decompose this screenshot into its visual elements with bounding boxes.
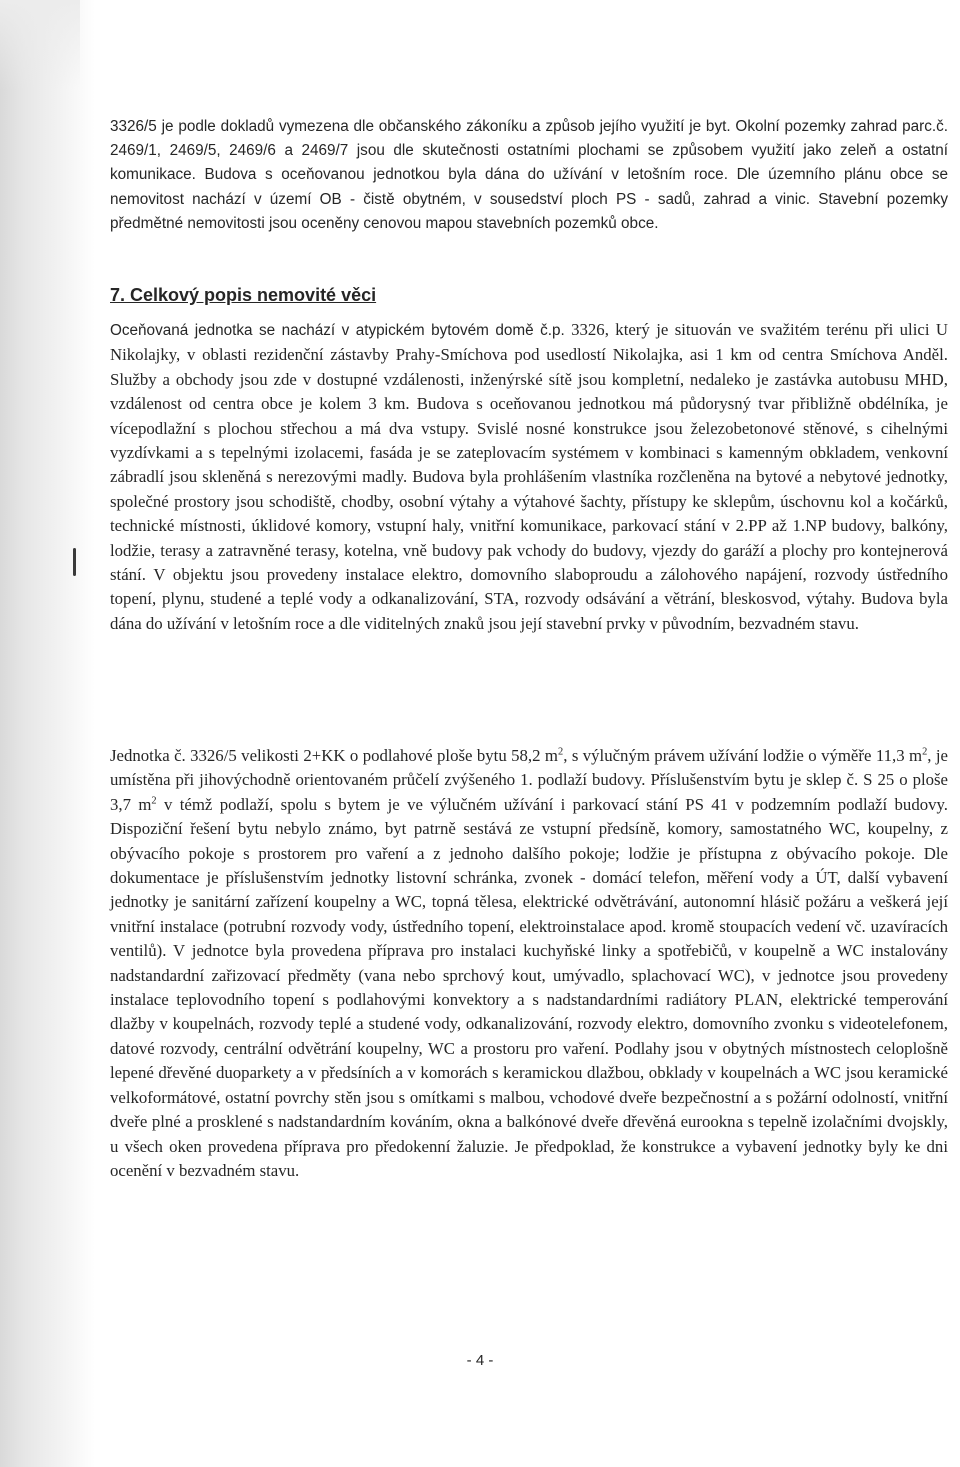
scan-edge-shadow bbox=[0, 0, 95, 1467]
description-rest: 3326, který je situován ve svažitém terénu při ulici U Nikolajky, v oblasti rezidenční zástavby Prahy-Smíchova pod usedlostí Nikolajka, asi 1 km od centra Smíchova Anděl. Služby a obchody jsou zde v dostupné vzdálenosti, inženýrské sítě jsou kompletní, nedaleko je zastávka autobusu MHD, vzdálenost od centra obce je kolem 3 km. Budova s oceňovanou jednotkou má půdorysný tvar přibližně obdélníka, je vícepodlažní s plochou střechou a má dva vstupy. Svislé nosné konstrukce jsou železobetonové stěnové, s cihelnými vyzdívkami a s tepelnými izolacemi, fasáda je se zateplovacím systémem v kombinaci s kamenným obkladem, venkovní zábradlí jsou skleněná s nerezovými madly. Budova byla prohlášením vlastníka rozčleněna na bytové a nebytové jednotky, společné prostory jsou schodiště, chodby, osobní výtahy a výtahové šachty, přístupy ke sklepům, úschovnu kol a kočárků, technické místnosti, úklidové komory, vstupní haly, vnitřní komunikace, parkovací stání v 2.PP až 1.NP budovy, balkóny, lodžie, terasy a zatravněné terasy, kotelna, vně budovy pak vchody do budovy, vjezdy do garáží a plochy pro kontejnerová stání. V objektu jsou provedeny instalace elektro, domovního slaboproudu a zálohového napájení, rozvody ústředního topení, plynu, studené a teplé vody a odkanalizování, STA, rozvody odsávání a větrání, bleskosvod, výtahy. Budova byla dána do užívání v letošním roce a dle viditelných znaků jsou její stavební prvky v původním, bezvadném stavu. bbox=[110, 320, 949, 633]
unit-superscript-2: 2 bbox=[922, 746, 928, 758]
unit-description-paragraph bbox=[110, 744, 948, 1183]
scan-edge-mark bbox=[73, 548, 76, 576]
unit-superscript-1: 2 bbox=[558, 746, 564, 758]
unit-text-1: Jednotka č. 3326/5 velikosti 2+KK o podlahové ploše bytu 58,2 m bbox=[110, 746, 558, 765]
page-number: - 4 - bbox=[466, 1352, 494, 1369]
unit-superscript-3: 2 bbox=[151, 795, 157, 807]
scan-corner-shadow bbox=[0, 0, 80, 90]
section-heading: 7. Celkový popis nemovité věci bbox=[110, 285, 377, 305]
building-description-paragraph bbox=[110, 318, 948, 636]
unit-text-4: v témž podlaží, spolu s bytem je ve výlučném užívání i parkovací stání PS 41 v podzemním podlaží budovy. Dispoziční řešení bytu nebylo známo, byt patrně sestává ze vstupní předsíně, komory, samostatného WC, koupelny, z obývacího pokoje s prostorem pro vaření a z jednoho dalšího pokoje; lodžie je přístupna z obývacího pokoje. Dle dokumentace je příslušenstvím jednotky listovní schránka, zvonek - domácí telefon, měření vody a ÚT, další vybavení jednotky je sanitární zařízení koupelny a WC, topná tělesa, elektrické odvětrávání, autonomní hlásič požáru a veškerá její vnitřní instalace (potrubní rozvody vody, ústředního topení, elektroinstalace apod. kromě stoupacích vedení vč. uzavíracích ventilů). V jednotce byla provedena příprava pro instalaci kuchyňské linky a spotřebičů, v koupelně a WC instalovány nadstandardní zařizovací předměty (vana nebo sprchový kout, umývadlo, splachovací WC), v jednotce jsou provedeny instalace teplovodního topení s podlahovými konvektory a s nadstandardními radiátory PLAN, elektrické temperování dlažby v koupelnách, rozvody teplé a studené vody, odkanalizování, rozvody elektro, domovního zvonku s videotelefonem, datové rozvody, centrální odvětrání koupelny, WC a prostoru pro vaření. Podlahy jsou v obytných místnostech celoplošně lepené dřevěné duoparkety a v předsíních a v komorách s keramickou dlažbou, obklady v koupelnách a WC jsou keramické velkoformátové, ostatní povrchy stěn jsou s omítkami s malbou, vchodové dveře bezpečnostní a s požární odolností, vnitřní dveře plné a prosklené s nadstandardním kováním, okna a balkónové dveře dřevěná eurookna s tepelně izolačními dvojskly, u všech oken provedena příprava pro předokenní žaluzie. Je předpoklad, že konstrukce a vybavení jednotky byly ke dni ocenění v bezvadném stavu. bbox=[110, 794, 948, 1180]
intro-paragraph: 3326/5 je podle dokladů vymezena dle občanského zákoníku a způsob jejího využití je byt. Okolní pozemky zahrad parc.č. 2469/1, 2469/5, 2469/6 a 2469/7 jsou dle skutečnosti ostatními plochami se způsobem využití jako zeleň a ostatní komunikace. Budova s oceňovanou jednotkou byla dána do užívání v letošním roce. Dle územního plánu obce se nemovitost nachází v území OB - čistě obytném, v sousedství ploch PS - sadů, zahrad a vinic. Stavební pozemky předmětné nemovitosti jsou oceněny cenovou mapou stavebních pozemků obce. bbox=[110, 118, 948, 232]
description-first-part: Oceňovaná jednotka se nachází v atypickém bytovém domě č.p. bbox=[110, 322, 565, 339]
unit-text-3: , je umístěna při jihovýchodně orientovaném průčelí zvýšeného 1. podlaží budovy. Příslušenstvím bytu je sklep č. S 25 o ploše 3,7 m bbox=[110, 746, 948, 814]
unit-text-2: , s výlučným právem užívání lodžie o výměře 11,3 m bbox=[563, 746, 923, 765]
